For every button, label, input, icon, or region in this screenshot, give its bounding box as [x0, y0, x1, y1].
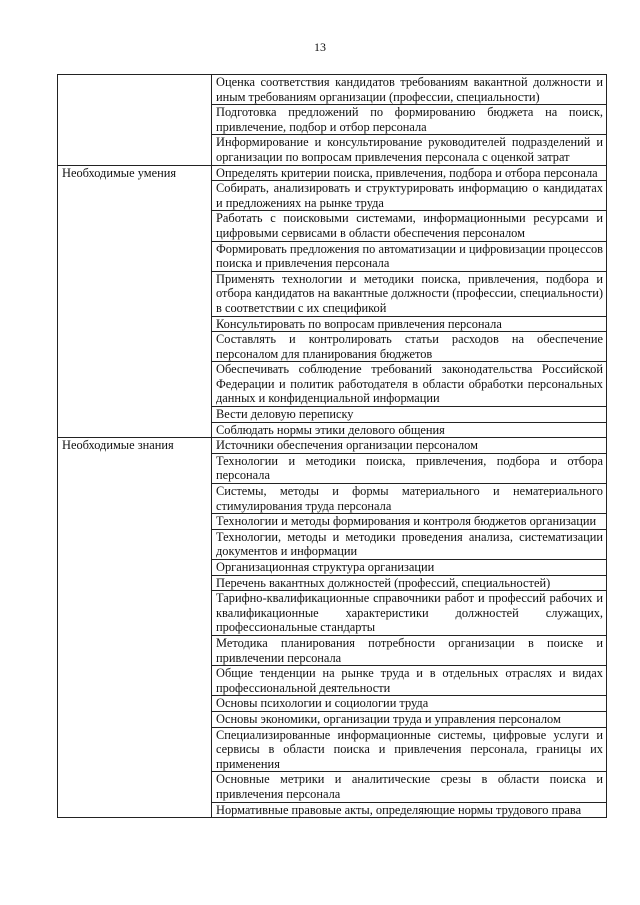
requirements-table: [57, 74, 607, 818]
item-cell: Методика планирования потребности организации в поиске и привлечении персонала: [212, 635, 607, 665]
item-cell: Информирование и консультирование руководителей подразделений и организации по вопросам привлечения персонала с оценкой затрат: [212, 135, 607, 165]
category-cell: [58, 75, 212, 166]
item-cell: Специализированные информационные системы, цифровые услуги и сервисы в области поиска и привлечения персонала, границы их применения: [212, 727, 607, 772]
item-cell: Тарифно-квалификационные справочники работ и профессий рабочих и квалификационные характеристики должностей служащих, профессиональные стандарты: [212, 591, 607, 636]
item-cell: Собирать, анализировать и структурировать информацию о кандидатах и предложениях на рынке труда: [212, 181, 607, 211]
item-cell: Подготовка предложений по формированию бюджета на поиск, привлечение, подбор и отбор персонала: [212, 105, 607, 135]
item-cell: Технологии и методики поиска, привлечения, подбора и отбора персонала: [212, 453, 607, 483]
item-cell: Нормативные правовые акты, определяющие нормы трудового права: [212, 802, 607, 818]
item-cell: Основы экономики, организации труда и управления персоналом: [212, 711, 607, 727]
item-cell: Определять критерии поиска, привлечения, подбора и отбора персонала: [212, 165, 607, 181]
requirements-table-body: [58, 75, 607, 818]
item-cell: Обеспечивать соблюдение требований законодательства Российской Федерации и политик работодателя в области обработки персональных данных и конфиденциальной информации: [212, 362, 607, 407]
item-cell: Соблюдать нормы этики делового общения: [212, 422, 607, 438]
item-cell: Источники обеспечения организации персоналом: [212, 438, 607, 454]
item-cell: Перечень вакантных должностей (профессий, специальностей): [212, 575, 607, 591]
table-row: [58, 165, 607, 181]
page-number: 13: [314, 40, 326, 54]
table-row: [58, 438, 607, 454]
table-row: [58, 75, 607, 105]
item-cell: Общие тенденции на рынке труда и в отдельных отраслях и видах профессиональной деятельности: [212, 666, 607, 696]
item-cell: Вести деловую переписку: [212, 407, 607, 423]
item-cell: Применять технологии и методики поиска, привлечения, подбора и отбора кандидатов на вакантные должности (профессии, специальности) в соответствии с их спецификой: [212, 271, 607, 316]
item-cell: Системы, методы и формы материального и нематериального стимулирования труда персонала: [212, 484, 607, 514]
item-cell: Организационная структура организации: [212, 560, 607, 576]
item-cell: Оценка соответствия кандидатов требованиям вакантной должности и иным требованиям организации (профессии, специальности): [212, 75, 607, 105]
item-cell: Основы психологии и социологии труда: [212, 696, 607, 712]
item-cell: Технологии, методы и методики проведения анализа, систематизации документов и информации: [212, 529, 607, 559]
item-cell: Основные метрики и аналитические срезы в области поиска и привлечения персонала: [212, 772, 607, 802]
item-cell: Работать с поисковыми системами, информационными ресурсами и цифровыми сервисами в области обеспечения персоналом: [212, 211, 607, 241]
item-cell: Формировать предложения по автоматизации и цифровизации процессов поиска и привлечения персонала: [212, 241, 607, 271]
item-cell: Технологии и методы формирования и контроля бюджетов организации: [212, 514, 607, 530]
item-cell: Консультировать по вопросам привлечения персонала: [212, 316, 607, 332]
category-cell: Необходимые умения: [58, 165, 212, 438]
category-cell: Необходимые знания: [58, 438, 212, 818]
item-cell: Составлять и контролировать статьи расходов на обеспечение персоналом для планирования бюджетов: [212, 332, 607, 362]
